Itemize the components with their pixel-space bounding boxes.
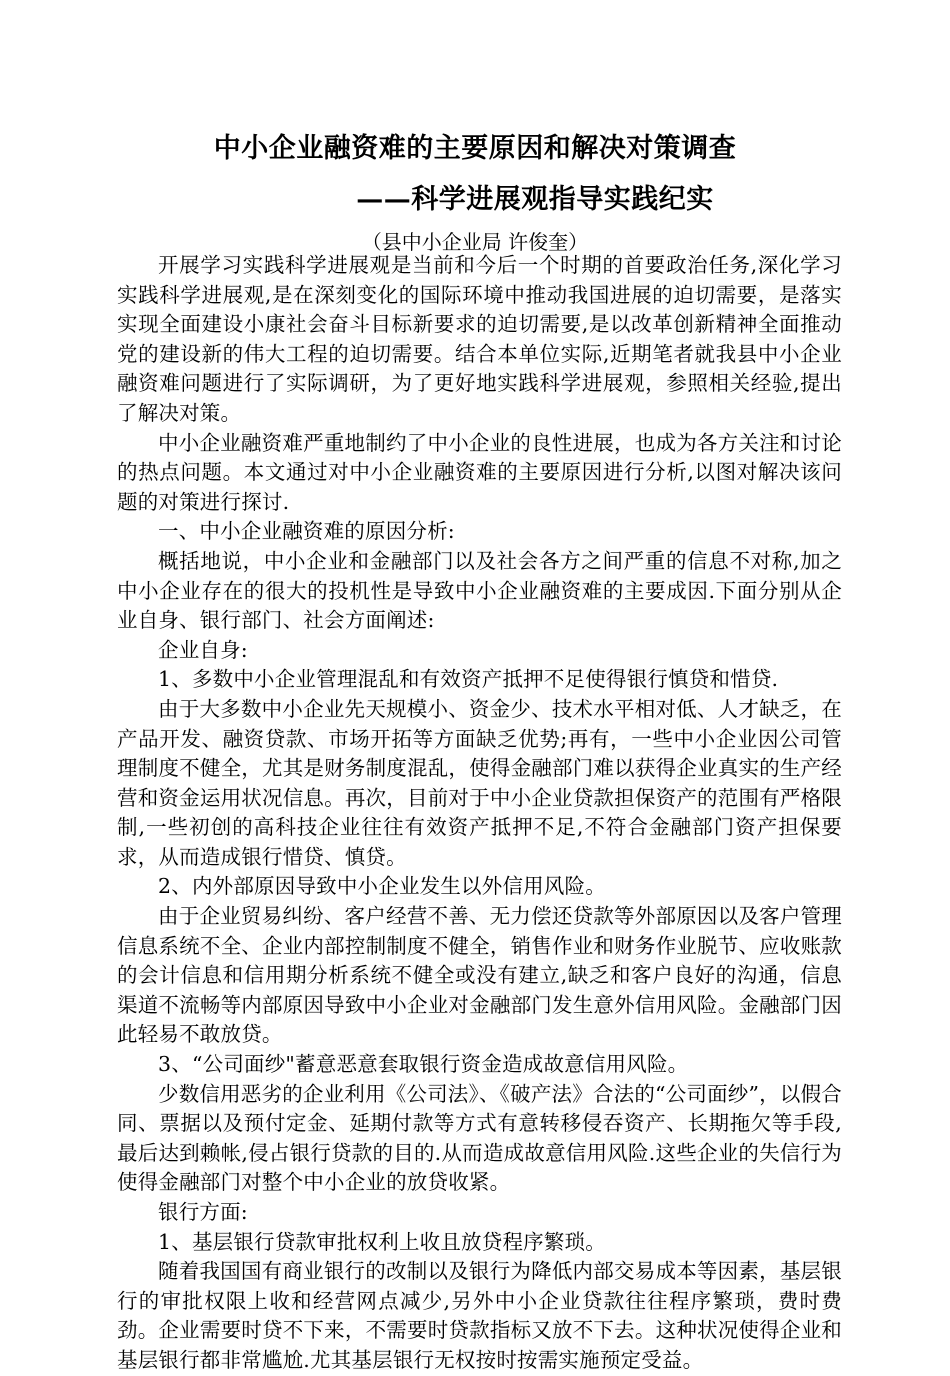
subsection-heading: 银行方面: xyxy=(158,1200,248,1224)
paragraph: 中小企业融资难严重地制约了中小企业的良性进展，也成为各方关注和讨论的热点问题。本文通过对中小企业融资难的主要原因进行分析,以图对解决该问题的对策进行探讨. xyxy=(117,430,842,514)
paragraph: 少数信用恶劣的企业利用《公司法》、《破产法》合法的“公司面纱”，以假合同、票据以及预付定金、延期付款等方式有意转移侵吞资产、长期拖欠等手段,最后达到赖帐,侵占银行贷款的目的.从而造成故意信用风险.这些企业的失信行为使得金融部门对整个中小企业的放贷收紧。 xyxy=(117,1081,842,1195)
paragraph: 随着我国国有商业银行的改制以及银行为降低内部交易成本等因素，基层银行的审批权限上收和经营网点减少,另外中小企业贷款往往程序繁琐，费时费劲。企业需要时贷不下来，不需要时贷款指标又放不下去。这种状况使得企业和基层银行都非常尴尬.尤其基层银行无权按时按需实施预定受益。 xyxy=(117,1259,842,1372)
paragraph: 由于大多数中小企业先天规模小、资金少、技术水平相对低、人才缺乏，在产品开发、融资贷款、市场开拓等方面缺乏优势;再有，一些中小企业因公司管理制度不健全，尤其是财务制度混乱，使得金融部门难以获得企业真实的生产经营和资金运用状况信息。再次，目前对于中小企业贷款担保资产的范围有严格限制,一些初创的高科技企业往往有效资产抵押不足,不符合金融部门资产担保要求，从而造成银行惜贷、慎贷。 xyxy=(117,696,842,869)
paragraph: 开展学习实践科学进展观是当前和今后一个时期的首要政治任务,深化学习实践科学进展观,是在深刻变化的国际环境中推动我国进展的迫切需要，是落实实现全面建设小康社会奋斗目标新要求的迫切需要,是以改革创新精神全面推动党的建设新的伟大工程的迫切需要。结合本单位实际,近期笔者就我县中小企业融资难问题进行了实际调研，为了更好地实践科学进展观，参照相关经验,提出了解决对策。 xyxy=(117,253,842,425)
paragraph: 概括地说，中小企业和金融部门以及社会各方之间严重的信息不对称,加之中小企业存在的很大的投机性是导致中小企业融资难的主要成因.下面分别从企业自身、银行部门、社会方面阐述: xyxy=(117,548,842,633)
subsection-heading: 企业自身: xyxy=(158,637,248,662)
point-heading: 1、多数中小企业管理混乱和有效资产抵押不足使得银行慎贷和惜贷. xyxy=(158,667,779,692)
document-subtitle: ——科学进展观指导实践纪实 xyxy=(356,184,714,215)
point-heading: 3、“公司面纱"蓄意恶意套取银行资金造成故意信用风险。 xyxy=(158,1052,689,1077)
document-title: 中小企业融资难的主要原因和解决对策调查 xyxy=(213,133,737,164)
section-heading: 一、中小企业融资难的原因分析: xyxy=(158,519,455,544)
point-heading: 2、内外部原因导致中小企业发生以外信用风险。 xyxy=(158,874,606,899)
paragraph: 由于企业贸易纠纷、客户经营不善、无力偿还贷款等外部原因以及客户管理信息系统不全、企业内部控制制度不健全，销售作业和财务作业脱节、应收账款的会计信息和信用期分析系统不健全或没有建立,缺乏和客户良好的沟通，信息渠道不流畅等内部原因导致中小企业对金融部门发生意外信用风险。金融部门因此轻易不敢放贷。 xyxy=(117,904,842,1047)
author-line: （县中小企业局 许俊奎） xyxy=(361,230,589,254)
document-body xyxy=(117,251,842,1376)
point-heading: 1、基层银行贷款审批权利上收且放贷程序繁琐。 xyxy=(158,1229,606,1254)
